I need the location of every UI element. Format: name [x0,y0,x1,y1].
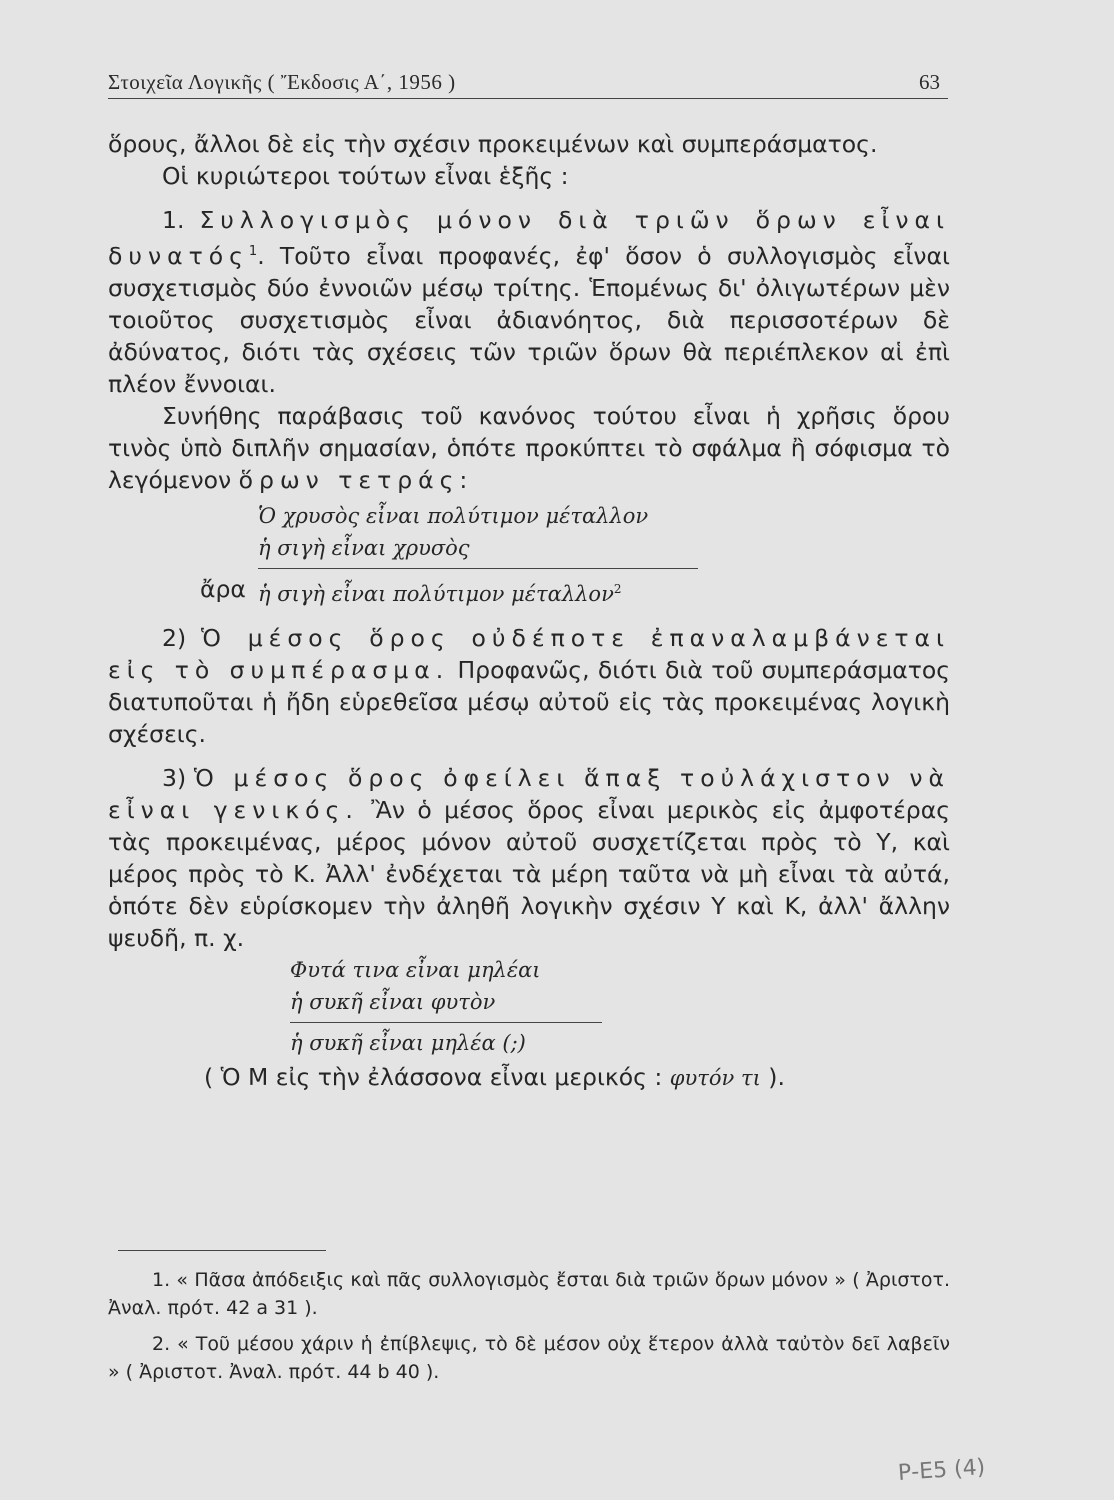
running-header [108,68,948,99]
rule-1-explanation: . Τοῦτο εἶναι προφανές, ἐφ' ὅσον ὁ συλλογισμὸς εἶναι συσχετισμὸς δύο ἐννοιῶν μέσῳ τρίτης. Ἑπομένως δι' ὀλιγωτέρων μὲν τοιοῦτος συσχετισμὸς εἶναι ἀδιανόητος, διὰ περισσοτέρων δὲ ἀδύνατος, διότι τὰς σχέσεις τῶν τριῶν ὅρων θὰ περιέπλεκον αἱ ἐπὶ πλέον ἔννοιαι. [108,241,950,398]
rule-3-explanation: Ἂν ὁ μέσος ὅρος εἶναι μερικὸς εἰς ἀμφοτέρας τὰς προκειμένας, μέρος μόνον αὐτοῦ συσχετίζεται πρὸς τὸ Υ, καὶ μέρος πρὸς τὸ Κ. Ἀλλ' ἐνδέχεται τὰ μέρη ταῦτα νὰ μὴ εἶναι τὰ αὐτά, ὁπότε δὲν εὑρίσκομεν τὴν ἀληθῆ λογικὴν σχέσιν Υ καὶ Κ, ἀλλ' ἄλλην ψευδῆ, π. χ. [108,795,951,952]
syllogism-1-premise-2: ἡ σιγὴ εἶναι χρυσὸς [258,535,470,560]
paragraph-rules-intro: Οἱ κυριώτεροι τούτων εἶναι ἑξῆς : [162,162,569,190]
middle-term-note [204,1061,950,1094]
rule-1-statement: Συλλογισμὸς μόνον διὰ τριῶν ὅρων εἶναι δυνατός [108,206,950,270]
rule-2-statement: Ὁ μέσος ὅρος οὐδέποτε ἐπαναλαμβάνεται εἰς τὸ συμπέρασμα. [108,623,950,684]
footnote-ref-2: 2 [613,581,622,596]
syllogism-2-rule [290,1022,602,1023]
footnote-ref-1: 1 [248,244,258,259]
footnote-separator [118,1250,326,1251]
rule-2-number: 2) [162,623,201,652]
note-text: ( Ὁ Μ εἰς τὴν ἐλάσσονα εἶναι μερικός : [204,1062,670,1091]
header-title: Στοιχεῖα Λογικῆς ( Ἔκδοσις Α΄, 1956 ) [108,70,456,94]
syllogism-2-conclusion: ἡ συκῆ εἶναι μηλέα (;) [290,1030,526,1055]
ara-word: ἄρα [200,574,246,603]
paragraph-rule-3 [108,762,950,954]
footnote-2: 2. « Τοῦ μέσου χάριν ἡ ἐπίβλεψις, τὸ δὲ μέσον οὐχ ἕτερον ἀλλὰ ταὐτὸν δεῖ λαβεῖν » ( Ἀριστοτ. Ἀναλ. πρότ. 44 b 40 ). [108,1333,950,1383]
main-text [108,128,950,1094]
handwritten-mark: Ρ-Ε5 (4) [897,1454,987,1487]
note-end: ). [760,1062,785,1091]
footnotes [108,1266,950,1394]
rule-2-explanation: Προφανῶς, διότι διὰ τοῦ συμπεράσματος διατυποῦται ἡ ἤδη εὑρεθεῖσα μέσῳ αὐτοῦ εἰς τὰς προκειμένας λογικὴ σχέσεις. [108,655,951,748]
rule-1-number: 1. [162,206,185,234]
paragraph-continuation: ὅρους, ἄλλοι δὲ εἰς τὴν σχέσιν προκειμένων καὶ συμπεράσματος. [108,130,878,158]
syllogism-1-rule [258,568,698,569]
paragraph-rule-1 [108,204,950,400]
syllogism-1-premise-1: Ὁ χρυσὸς εἶναι πολύτιμον μέταλλον [258,503,649,528]
syllogism-example-1 [258,500,718,569]
paragraph-rule-2 [108,622,950,750]
note-italic: φυτόν τι [669,1065,761,1090]
four-terms-phrase: ὅρων τετράς: [238,465,474,494]
syllogism-2-premise-2: ἡ συκῆ εἶναι φυτὸν [290,989,496,1014]
footnote-1: 1. « Πᾶσα ἀπόδειξις καὶ πᾶς συλλογισμὸς ἔσται διὰ τριῶν ὅρων μόνον » ( Ἀριστοτ. Ἀναλ. πρότ. 42 a 31 ). [108,1269,950,1319]
rule-3-number: 3) [162,763,194,792]
paragraph-violation [108,400,950,496]
syllogism-2-premise-1: Φυτά τινα εἶναι μηλέαι [290,957,541,982]
syllogism-example-2 [290,954,610,1059]
page-number: 63 [919,70,940,94]
violation-text: Συνήθης παράβασις τοῦ κανόνος τούτου εἶναι ἡ χρῆσις ὅρου τινὸς ὑπὸ διπλῆν σημασίαν, ὁπότε προκύπτει τὸ σφάλμα ἢ σόφισμα τὸ λεγόμενον [108,401,950,494]
rule-3-statement: Ὁ μέσος ὅρος ὀφείλει ἅπαξ τοὐλάχιστον νὰ εἶναι γενικός. [108,763,950,824]
syllogism-1-conclusion: ἡ σιγὴ εἶναι πολύτιμον μέταλλον [258,581,614,606]
syllogism-1-conclusion-line [108,573,950,610]
